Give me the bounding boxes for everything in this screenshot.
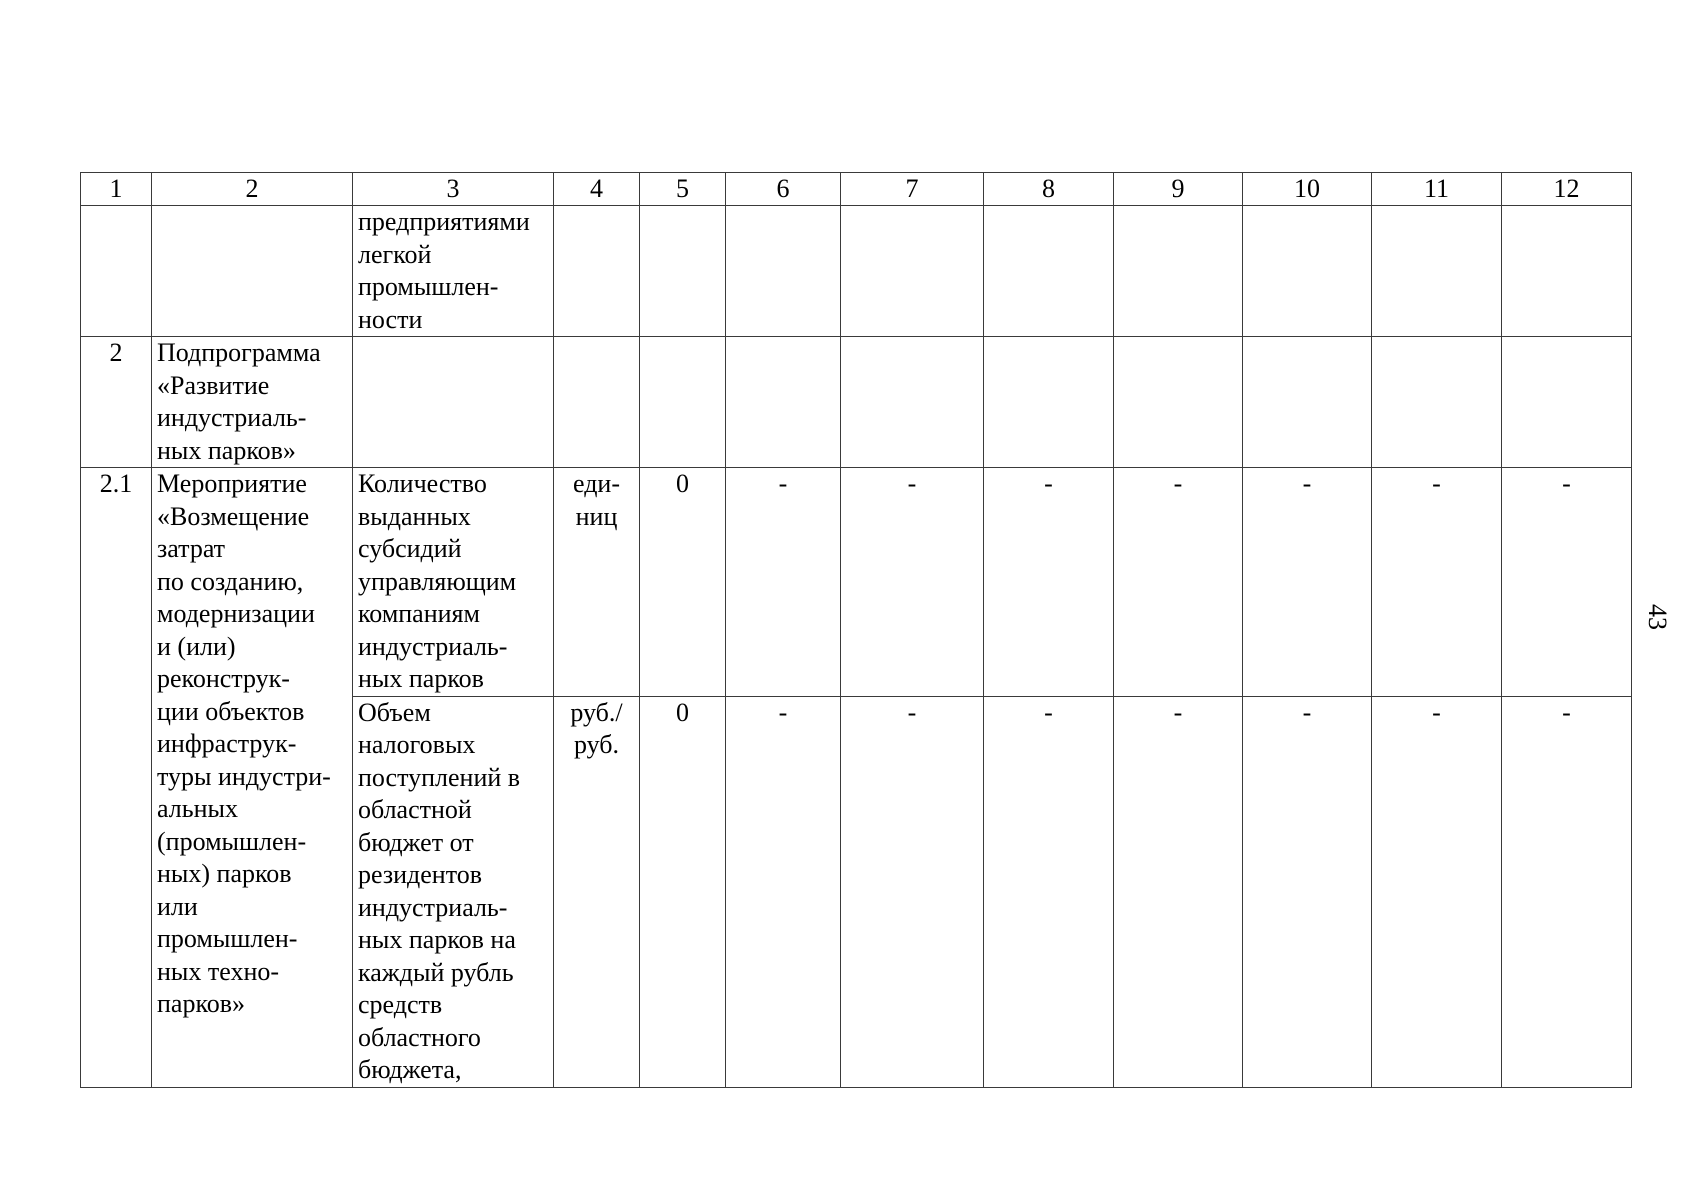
value-cell: - bbox=[1114, 468, 1243, 697]
indicator-name-cell: Количество выданных субсидий управляющим компаниям индустриаль- ных парков bbox=[353, 468, 554, 697]
value-cell: - bbox=[1243, 468, 1372, 697]
header-cell: 2 bbox=[152, 173, 353, 206]
header-cell: 12 bbox=[1502, 173, 1632, 206]
value-cell: - bbox=[1502, 696, 1632, 1087]
value-cell: - bbox=[1372, 696, 1502, 1087]
table-cell bbox=[1372, 206, 1502, 337]
unit-cell: еди- ниц bbox=[554, 468, 640, 697]
table-cell bbox=[640, 337, 726, 468]
table-cell bbox=[1502, 206, 1632, 337]
measure-name-cell: Мероприятие «Возмещение затрат по созданию, модернизации и (или) реконструк- ции объектов инфраструк- туры индустри- альных (промышлен- ных) парков или промышлен- ных техно- парков» bbox=[152, 468, 353, 1088]
table-header-row bbox=[81, 173, 1632, 206]
table-cell bbox=[726, 206, 841, 337]
table-cell bbox=[1114, 206, 1243, 337]
table-cell bbox=[984, 337, 1114, 468]
row-number-cell: 2 bbox=[81, 337, 152, 468]
row-number-cell: 2.1 bbox=[81, 468, 152, 1088]
header-cell: 9 bbox=[1114, 173, 1243, 206]
indicators-table bbox=[80, 172, 1632, 1088]
table-cell bbox=[1372, 337, 1502, 468]
table-cell bbox=[554, 206, 640, 337]
table-row-subprogram bbox=[81, 337, 1632, 468]
table-cell bbox=[640, 206, 726, 337]
header-cell: 3 bbox=[353, 173, 554, 206]
value-cell: - bbox=[726, 696, 841, 1087]
page-number: 43 bbox=[1643, 604, 1672, 630]
header-cell: 11 bbox=[1372, 173, 1502, 206]
header-cell: 8 bbox=[984, 173, 1114, 206]
indicator-name-cell: Объем налоговых поступлений в областной бюджет от резидентов индустриаль- ных парков на каждый рубль средств областного бюджета, bbox=[353, 696, 554, 1087]
table-cell bbox=[81, 206, 152, 337]
table-cell bbox=[554, 337, 640, 468]
table-row-measure bbox=[81, 468, 1632, 697]
value-cell: - bbox=[984, 468, 1114, 697]
value-cell: - bbox=[984, 696, 1114, 1087]
indicator-name-cell: предприятиями легкой промышлен- ности bbox=[353, 206, 554, 337]
table-row-continuation bbox=[81, 206, 1632, 337]
value-cell: - bbox=[726, 468, 841, 697]
value-cell: - bbox=[1372, 468, 1502, 697]
value-cell: 0 bbox=[640, 696, 726, 1087]
table-cell bbox=[1114, 337, 1243, 468]
table-cell bbox=[841, 337, 984, 468]
value-cell: - bbox=[841, 696, 984, 1087]
unit-cell: руб./ руб. bbox=[554, 696, 640, 1087]
table-cell bbox=[726, 337, 841, 468]
header-cell: 4 bbox=[554, 173, 640, 206]
value-cell: - bbox=[1243, 696, 1372, 1087]
value-cell: - bbox=[1114, 696, 1243, 1087]
header-cell: 6 bbox=[726, 173, 841, 206]
table-cell bbox=[353, 337, 554, 468]
value-cell: 0 bbox=[640, 468, 726, 697]
subprogram-name-cell: Подпрограмма «Развитие индустриаль- ных парков» bbox=[152, 337, 353, 468]
header-cell: 10 bbox=[1243, 173, 1372, 206]
value-cell: - bbox=[841, 468, 984, 697]
header-cell: 5 bbox=[640, 173, 726, 206]
header-cell: 7 bbox=[841, 173, 984, 206]
table-cell bbox=[984, 206, 1114, 337]
table-cell bbox=[841, 206, 984, 337]
table-cell bbox=[1502, 337, 1632, 468]
table-cell bbox=[152, 206, 353, 337]
header-cell: 1 bbox=[81, 173, 152, 206]
value-cell: - bbox=[1502, 468, 1632, 697]
table-cell bbox=[1243, 337, 1372, 468]
table-cell bbox=[1243, 206, 1372, 337]
